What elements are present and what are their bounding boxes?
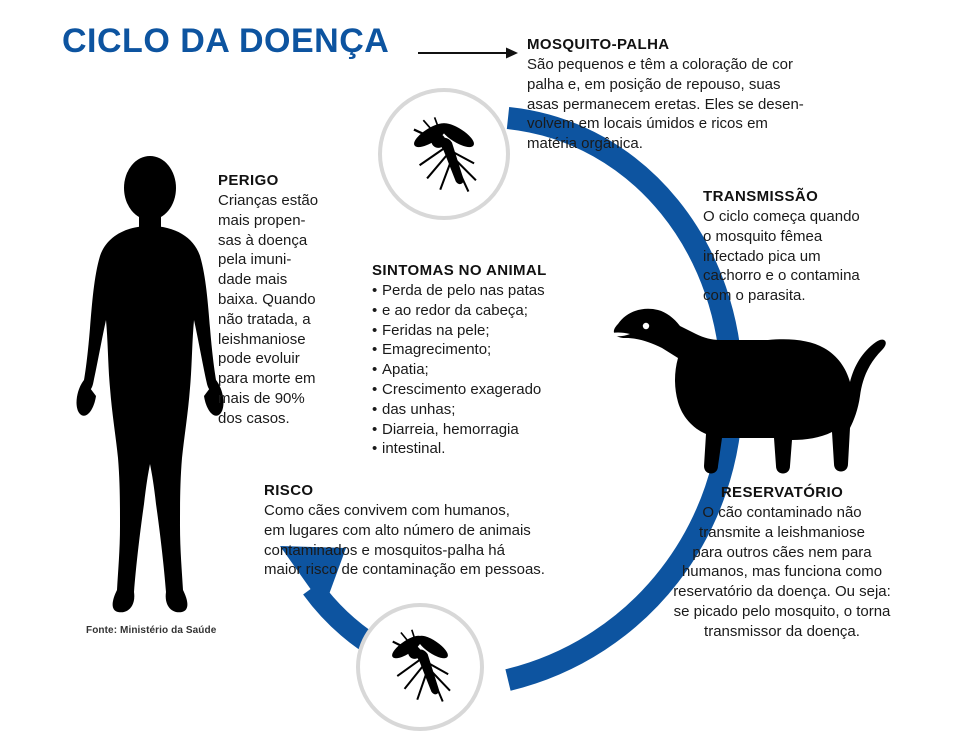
section-heading: SINTOMAS NO ANIMAL (372, 262, 547, 279)
text-line: leishmaniose (218, 330, 306, 348)
section-body (218, 191, 348, 429)
symptom-list (372, 281, 602, 459)
text-line: não tratada, a (218, 310, 311, 328)
text-line: infectado pica um (703, 247, 821, 265)
list-item-continuation (372, 400, 602, 420)
text-line: palha e, em posição de repouso, suas (527, 75, 781, 93)
text-line: volvem em locais úmidos e ricos em (527, 115, 768, 133)
section-mosquito-palha (527, 36, 857, 154)
list-item: • Diarreia, hemorragia (372, 420, 602, 440)
list-item: • Feridas na pele; (372, 321, 602, 341)
text-line: transmite a leishmaniose (699, 523, 865, 541)
text-line: Crianças estão (218, 192, 319, 209)
text-line: intestinal. (382, 440, 446, 458)
text-line: asas permanecem eretas. Eles se desen- (527, 95, 804, 113)
source-note: Fonte: Ministério da Saúde (86, 625, 217, 636)
section-heading: MOSQUITO-PALHA (527, 36, 670, 53)
text-line: humanos, mas funciona como (681, 563, 883, 581)
section-body (703, 207, 953, 306)
list-item-continuation (372, 301, 602, 321)
mosquito-badge-bottom (356, 603, 484, 731)
text-line: O cão contaminado não (702, 504, 862, 521)
mosquito-icon (382, 92, 506, 216)
human-silhouette-icon (60, 152, 240, 632)
text-line: maior risco de contaminação em pessoas. (264, 561, 545, 579)
text-line: se picado pelo mosquito, o torna (673, 602, 891, 620)
section-heading: PERIGO (218, 172, 279, 189)
mosquito-icon (360, 607, 480, 727)
text-line: para morte em (218, 370, 316, 388)
text-line: e ao redor da cabeça; (382, 301, 528, 319)
text-line: o mosquito fêmea (703, 227, 823, 245)
text-line: das unhas; (382, 400, 456, 418)
text-line: contaminados e mosquitos-palha há (264, 541, 505, 559)
section-sintomas (372, 262, 602, 459)
text-line: reservatório da doença. Ou seja: (673, 583, 891, 601)
dog-silhouette-icon (600, 282, 890, 492)
section-reservatorio (612, 484, 952, 642)
text-line: dos casos. (218, 409, 290, 427)
text-line: sas à doença (218, 231, 308, 249)
section-perigo (218, 172, 348, 429)
list-item: • Emagrecimento; (372, 340, 602, 360)
section-heading: TRANSMISSÃO (703, 188, 819, 205)
list-item: • Crescimento exagerado (372, 380, 602, 400)
text-line: baixa. Quando (218, 290, 316, 308)
text-line: pela imuni- (218, 251, 292, 269)
section-body (264, 501, 624, 580)
section-heading: RESERVATÓRIO (720, 484, 844, 501)
text-line: com o parasita. (703, 287, 806, 305)
text-line: Como cães convivem com humanos, (264, 502, 510, 519)
text-line: pode evoluir (218, 350, 300, 368)
text-line: cachorro e o contamina (703, 267, 860, 285)
text-line: matéria orgânica. (527, 135, 643, 153)
section-heading: RISCO (264, 482, 314, 499)
text-line: transmissor da doença. (704, 622, 860, 640)
text-line: para outros cães nem para (692, 543, 872, 561)
list-item: • Perda de pelo nas patas (372, 281, 602, 301)
list-item: • Apatia; (372, 360, 602, 380)
mosquito-badge-top (378, 88, 510, 220)
section-body (612, 503, 952, 642)
text-line: mais propen- (218, 211, 306, 229)
section-risco (264, 482, 624, 580)
section-transmissao (703, 188, 953, 306)
text-line: O ciclo começa quando (703, 208, 860, 225)
text-line: dade mais (218, 271, 288, 289)
text-line: São pequenos e têm a coloração de cor (527, 56, 794, 73)
section-body (527, 55, 857, 154)
text-line: mais de 90% (218, 389, 305, 407)
text-line: em lugares com alto número de animais (264, 521, 531, 539)
arrow-right-icon (418, 46, 518, 60)
list-item-continuation (372, 439, 602, 459)
page-title: CICLO DA DOENÇA (62, 22, 390, 60)
